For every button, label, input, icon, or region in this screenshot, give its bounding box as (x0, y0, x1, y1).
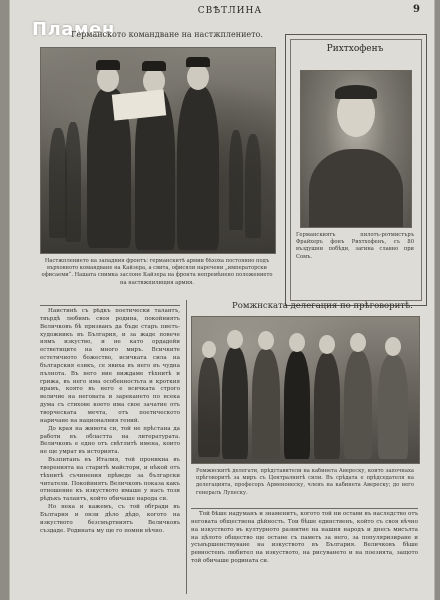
article-paragraph: Но нека и кажемъ, съ той обгради въ България и онзи дѣло дѣдо, когото на изкуството безсмъртниятъ Величковъ създаде. Родината му ще го помни вѣчно. (40, 504, 180, 534)
article-paragraph: До края на живота си, той не прѣстана да работи въ областта на литературата. Величковъ е едно отъ свѣтлитѣ имена, които не ще умрат въ историята. (40, 425, 180, 456)
top-photo-caption: Настжплението на западния фронтъ: германскитѣ армии бѣхоха постоянно подъ върховното командване на Кайзера, а свита, офисяли наречени „императорски офисаеми“. Нашата снимка заслоне Кайзера на фронта непремѣнено положението на наствжпилищия армия. (41, 258, 273, 286)
delegation-caption: Ромжнскитѣ делегати, прѣдставители на кабинета Авереску, които започнаха прѣговоритѣ за миръ съ Централнитѣ сили. Въ срѣдата е прѣдседателя на делегацията, професоръ Арменонеску, членъ на кабинета Авереску; до него генералъ Лупеску. (196, 468, 414, 496)
command-photo (40, 47, 276, 254)
portrait-caption: Германскиятъ пилотъ-ротмистъръ Фрайхеръ фонъ Рихтхофенъ, съ 80 въздушни побѣди, загина славно при Сомъ. (296, 232, 414, 260)
article-paragraph: Наистинѣ съ рѣдкъ поетически талантъ, твърдѣ любимъ своя родина, покойниятъ Величковъ бѣ призванъ да бъде старъ пиетъ-художникъ въ България, и за жаде повече нямъ изкуство, и не като ордадейи естветиците на много миръ. Всичките естетичното божество, исичката сила на българския езикъ, се явиха въ него въ чудна пълнота. Въ него ние виждаме тѣхнитѣ и грижа, въ него има особенностьта и кроткия ирамъ, която въ него е всичката строго величие на неговата и зарекането по всека дума съ стихове което има свое зачатие отъ творческата мечта, отъ поетическото наричане на националния гений. (40, 308, 180, 424)
watermark-logo: Пламен (32, 19, 115, 40)
article-paragraph: Той бѣше надуманъ и знаменитъ, когото той ни остави въ наследство отъ неговата обществена дѣйность. Тои бѣше единственъ, който съ своя вѣчно на изкуството въ културното развитие на нашия народъ и днесъ мисълта на цѣлото общество ще остане съ паметь за него, за популяризиране и усъвършенствуване на изкуството въ България. Величковъ бѣше ревностенъ любител на изкуството, на рисуването и на поезията, защото той обичаше родината си. (191, 511, 418, 565)
article-column-right (191, 511, 418, 593)
page-number: 9 (413, 4, 420, 15)
portrait-name: Рихтхофенъ (326, 44, 384, 54)
article-column-left (40, 308, 180, 592)
delegation-photo (191, 316, 420, 464)
article-paragraph: Възпитанъ въ Италия, той проникна въ творенията на старитѣ майстори, и нѣкой отъ тѣхнитѣ съчинения прѣведе за български читатели. Покойниятъ Величковъ показа какъ отношение къ изкуството имаше у насъ този рѣдъкъ талантъ, който обичаше народа си. (40, 457, 180, 503)
running-head: СВѢТЛИНА (197, 6, 263, 16)
newspaper-page (10, 0, 434, 600)
top-photo-title: Германското командване на настжплението. (71, 30, 263, 39)
richthofen-portrait-photo (300, 70, 412, 228)
delegation-title: Ромжнската делегация по прѣговоритѣ. (232, 301, 413, 311)
